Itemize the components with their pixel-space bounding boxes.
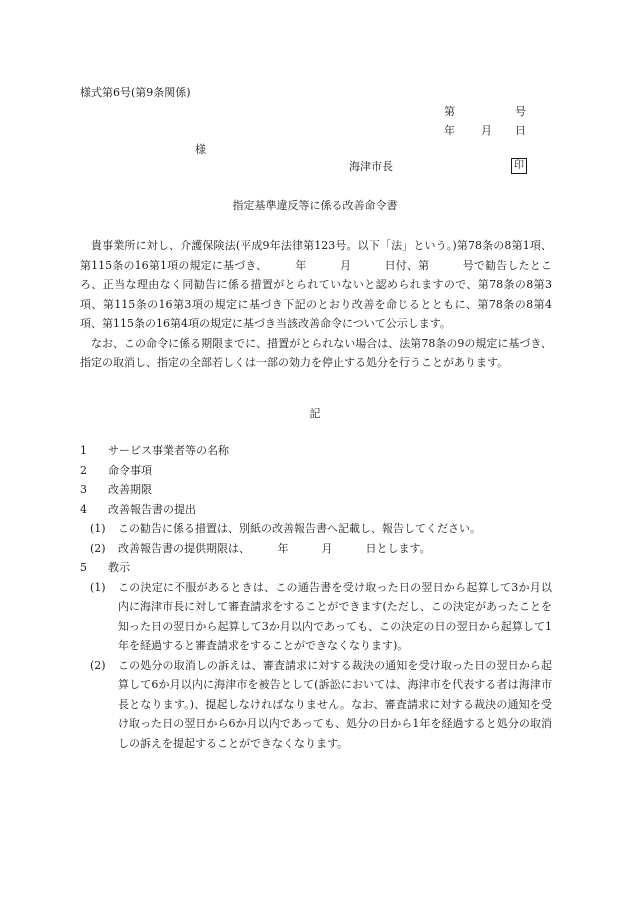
sub-item-text: 改善報告書の提供期限は、 年 月 日とします。 <box>118 541 431 555</box>
sub-item <box>80 578 552 656</box>
sub-item-text: この勧告に係る措置は、別紙の改善報告書へ記載し、報告してください。 <box>118 522 481 535</box>
date-year: 年 <box>444 124 455 137</box>
list-item <box>80 480 552 500</box>
date-month: 月 <box>481 124 492 137</box>
sub-item <box>80 656 552 754</box>
sub-item <box>80 519 552 539</box>
list-item <box>80 500 552 520</box>
sub-item-number: (1) <box>90 522 106 535</box>
item-number: 4 <box>80 502 87 516</box>
item-text: サービス事業者等の名称 <box>108 444 229 457</box>
body-paragraphs <box>80 236 552 373</box>
date-day: 日 <box>515 124 526 137</box>
list-item <box>80 441 552 461</box>
item-number: 5 <box>80 561 87 574</box>
item-text: 改善期限 <box>108 483 152 496</box>
item-number: 3 <box>80 483 87 496</box>
item-number: 1 <box>80 444 87 457</box>
sub-item-text: この処分の取消しの訴えは、審査請求に対する裁決の通知を受け取った日の翌日から起算して6か月以内に海津市を被告として(訴訟においては、海津市を代表する者は海津市長となります。)、提起しなければなりません。なお、審査請求に対する裁決の通知を受け取った日の翌日から6か月以内であっても、処分の日から1年を経過すると処分の取消しの訴えを提起することができなくなります。 <box>118 658 552 750</box>
form-label: 様式第6号(第9条関係) <box>80 86 191 99</box>
sub-item-number: (2) <box>90 658 106 672</box>
item-list <box>80 441 552 753</box>
item-text: 改善報告書の提出 <box>108 502 196 516</box>
sender-name: 海津市長 <box>349 160 393 173</box>
sub-item <box>80 539 552 559</box>
document-title: 指定基準違反等に係る改善命令書 <box>232 199 398 212</box>
sub-item-number: (2) <box>90 541 106 555</box>
number-suffix: 号 <box>515 105 526 118</box>
item-text: 教示 <box>108 561 130 574</box>
item-text: 命令事項 <box>108 463 152 477</box>
list-item <box>80 558 552 578</box>
list-item <box>80 461 552 481</box>
body-paragraph-2: なお、この命令に係る期限までに、措置がとられない場合は、法第78条の9の規定に基づき、指定の取消し、指定の全部若しくは一部の効力を停止する処分を行うことがあります。 <box>80 336 552 369</box>
sub-item-number: (1) <box>90 580 106 594</box>
sub-item-text: この決定に不服があるときは、この通告書を受け取った日の翌日から起算して3か月以内に海津市長に対して審査請求をすることができます(ただし、この決定があったことを知った日の翌日から起算して3か月以内であっても、この決定の日の翌日から起算して1年を経過すると審査請求をすることができなくなります)。 <box>118 580 552 652</box>
addressee-suffix: 様 <box>195 143 206 156</box>
body-paragraph-1: 貴事業所に対し、介護保険法(平成9年法律第123号。以下「法」という。)第78条の8第1項、第115条の16第1項の規定に基づき、 年 月 日付、第 号で勧告したところ、正当な理由なく同勧告に係る措置がとられていないと認められますので、第78条の8第3項、第115条の16第3項の規定に基づき下記のとおり改善を命じるとともに、第78条の8第4項、第115条の16第4項の規定に基づき当該改善命令について公示します。 <box>80 239 552 330</box>
ki-heading: 記 <box>309 407 321 420</box>
number-prefix: 第 <box>444 105 455 118</box>
item-number: 2 <box>80 463 87 477</box>
seal-mark: 印 <box>511 158 527 174</box>
